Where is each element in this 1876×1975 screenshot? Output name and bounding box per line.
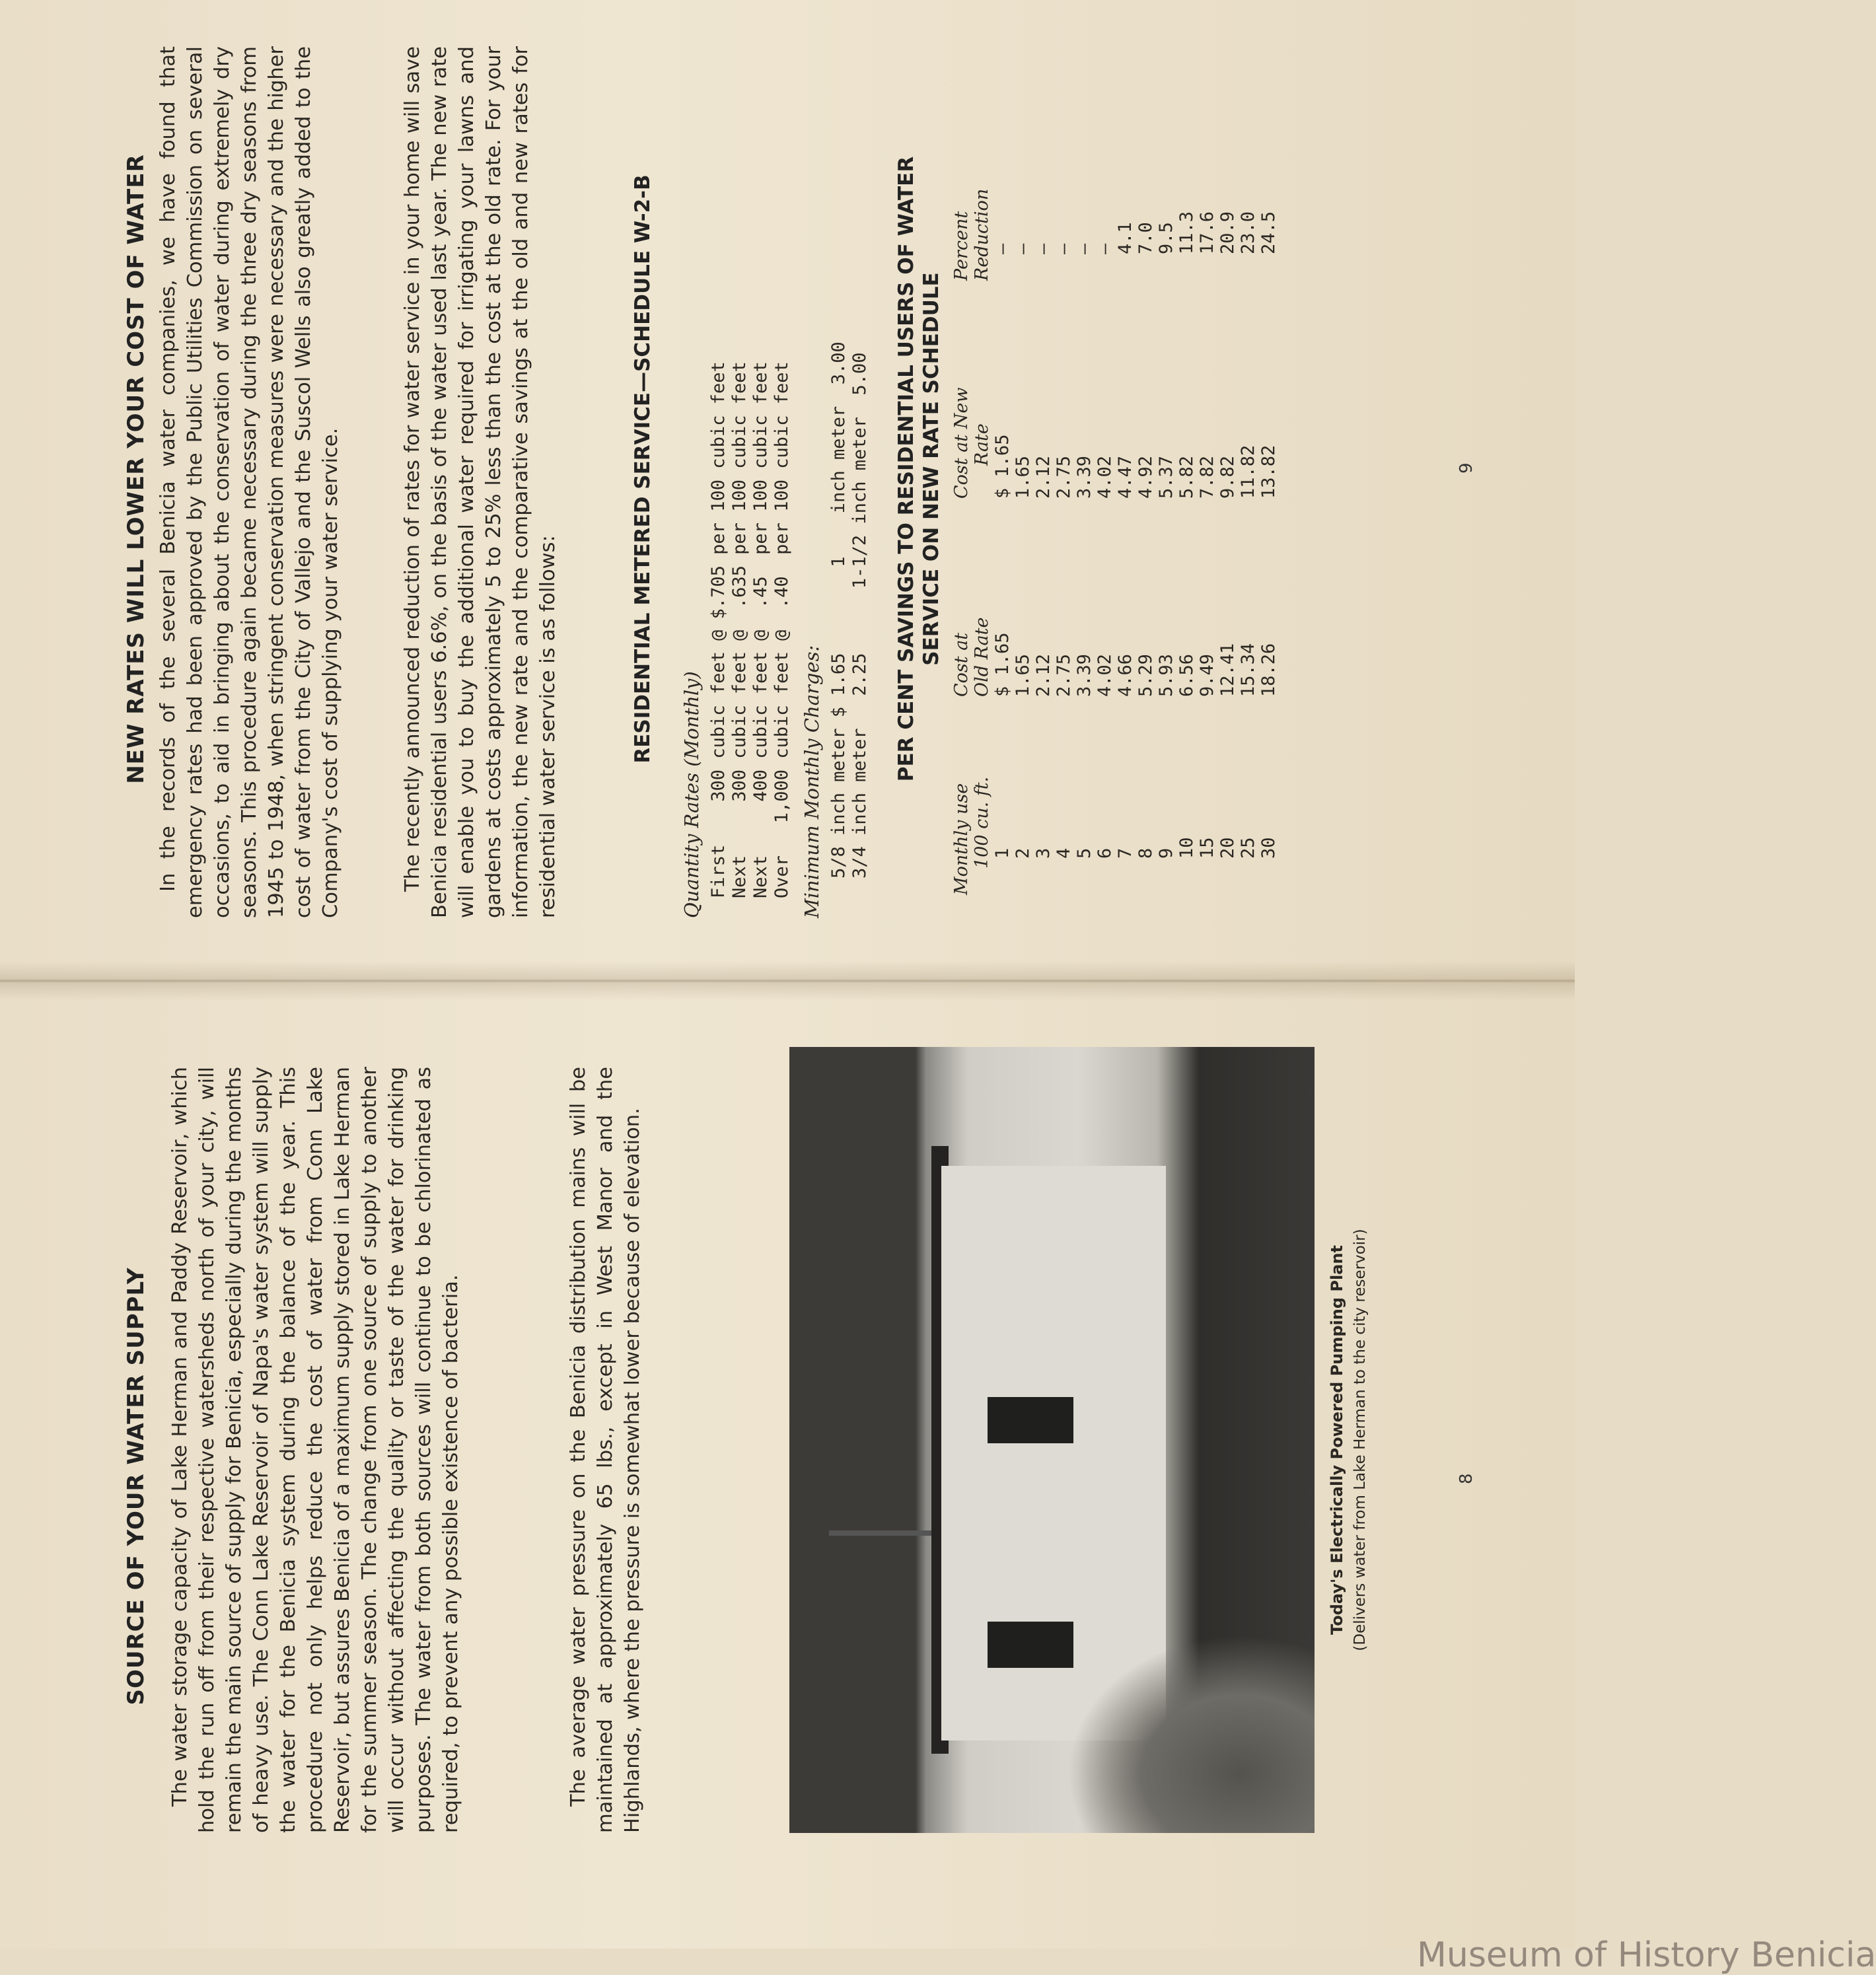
cell-old-cost: 5.93 bbox=[1156, 653, 1176, 697]
savings-table bbox=[951, 122, 1279, 895]
table-header-row bbox=[972, 122, 992, 895]
cell-new-cost: 13.82 bbox=[1258, 445, 1279, 499]
table-row bbox=[992, 122, 1013, 895]
cell-percent: 7.0 bbox=[1136, 222, 1156, 254]
cell-old-cost: 2.12 bbox=[1033, 653, 1054, 697]
cell-new-cost: 4.92 bbox=[1136, 455, 1156, 499]
table-row bbox=[1258, 122, 1279, 895]
section-title-new-rates: NEW RATES WILL LOWER YOUR COST OF WATER bbox=[123, 154, 149, 784]
table-row bbox=[1156, 122, 1176, 895]
page-number-9: 9 bbox=[1457, 462, 1476, 474]
cell-monthly-use: 30 bbox=[1258, 837, 1279, 859]
minimum-charges-label: Minimum Monthly Charges: bbox=[801, 645, 823, 918]
cell-monthly-use: 15 bbox=[1197, 837, 1217, 859]
cell-new-cost: 7.82 bbox=[1197, 455, 1217, 499]
cell-monthly-use: 7 bbox=[1115, 847, 1136, 859]
savings-title-line-2: SERVICE ON NEW RATE SCHEDULE bbox=[920, 272, 943, 666]
quantity-rate-line: First 300 cubic feet @ $.705 per 100 cubic feet bbox=[708, 361, 729, 898]
pumping-plant-photo bbox=[789, 1047, 1315, 1833]
cell-percent: 17.6 bbox=[1197, 211, 1217, 254]
cell-old-cost: $ 1.65 bbox=[992, 632, 1013, 697]
photo-caption: Today's Electrically Powered Pumping Plant bbox=[1328, 1245, 1346, 1635]
section-title-water-supply: SOURCE OF YOUR WATER SUPPLY bbox=[123, 1267, 149, 1706]
cell-old-cost: 5.29 bbox=[1136, 653, 1156, 697]
photo-subcaption: (Delivers water from Lake Herman to the city reservoir) bbox=[1352, 1229, 1369, 1651]
table-row bbox=[1054, 122, 1074, 895]
cell-new-cost: 5.37 bbox=[1156, 455, 1176, 499]
table-row bbox=[1136, 122, 1156, 895]
cell-percent: 23.0 bbox=[1238, 211, 1258, 254]
header-reduction: Reduction bbox=[972, 188, 992, 281]
cell-percent: — bbox=[992, 243, 1013, 254]
page-8 bbox=[0, 974, 1876, 1975]
table-row bbox=[1176, 122, 1197, 895]
water-supply-paragraph-2: The average water pressure on the Benicia distribution mains will be maintained at approximately 65 lbs., except in West Manor and the Highlands, where the pressure is somewhat lower because of elevation. bbox=[567, 1067, 644, 1833]
cell-old-cost: 6.56 bbox=[1176, 653, 1197, 697]
cell-old-cost: 4.66 bbox=[1115, 653, 1136, 697]
cell-new-cost: 4.47 bbox=[1115, 455, 1136, 499]
cell-percent: 11.3 bbox=[1176, 211, 1197, 254]
cell-percent: — bbox=[1095, 243, 1115, 254]
cell-monthly-use: 4 bbox=[1054, 847, 1074, 859]
cell-monthly-use: 8 bbox=[1136, 847, 1156, 859]
header-percent: Percent bbox=[951, 211, 972, 281]
header-old-rate: Old Rate bbox=[972, 617, 992, 697]
table-row bbox=[1217, 122, 1238, 895]
header-monthly-use: Monthly use bbox=[951, 783, 972, 895]
new-rates-paragraph-2: The recently announced reduction of rates for water service in your home will save Benicia residential users 6.6%, on the basis of the water used last year. The new rate will enable you to buy the additional water required for irrigating your lawns and gardens at costs approximately 5 to 25% less than the cost at the old rate. For your information, the new rate and the comparative savings at the old and new rates for residential water service is as follows: bbox=[401, 46, 559, 918]
cell-old-cost: 1.65 bbox=[1013, 653, 1033, 697]
cell-percent: 24.5 bbox=[1258, 211, 1279, 254]
savings-title-line-1: PER CENT SAVINGS TO RESIDENTIAL USERS OF WATER bbox=[894, 156, 918, 782]
cell-monthly-use: 9 bbox=[1156, 847, 1176, 859]
cell-new-cost: 4.02 bbox=[1095, 455, 1115, 499]
cell-old-cost: 18.26 bbox=[1258, 643, 1279, 697]
header-new-rate: Rate bbox=[972, 423, 992, 466]
cell-percent: 20.9 bbox=[1217, 211, 1238, 254]
header-monthly-use-unit: 100 cu. ft. bbox=[972, 776, 992, 869]
plant-window bbox=[988, 1622, 1073, 1668]
table-header-row bbox=[951, 122, 972, 895]
cell-old-cost: 15.34 bbox=[1238, 643, 1258, 697]
cell-monthly-use: 20 bbox=[1217, 837, 1238, 859]
cell-percent: 9.5 bbox=[1156, 222, 1176, 254]
quantity-rate-line: Next 400 cubic feet @ .45 per 100 cubic feet bbox=[750, 361, 771, 898]
cell-new-cost: 9.82 bbox=[1217, 455, 1238, 499]
table-row bbox=[1095, 122, 1115, 895]
table-row bbox=[1033, 122, 1054, 895]
cell-percent: — bbox=[1013, 243, 1033, 254]
quantity-rate-line: Over 1,000 cubic feet @ .40 per 100 cubic feet bbox=[772, 361, 792, 898]
museum-watermark: Museum of History Benicia bbox=[1417, 1935, 1876, 1975]
tree-branches bbox=[1067, 1635, 1315, 1833]
cell-new-cost: 5.82 bbox=[1176, 455, 1197, 499]
page-number-8: 8 bbox=[1457, 1473, 1476, 1484]
cell-percent: 4.1 bbox=[1115, 222, 1136, 254]
cell-new-cost: 3.39 bbox=[1074, 455, 1095, 499]
cell-new-cost: 2.12 bbox=[1033, 455, 1054, 499]
quantity-rate-line: Next 300 cubic feet @ .635 per 100 cubic feet bbox=[729, 361, 750, 898]
table-row bbox=[1074, 122, 1095, 895]
utility-pole bbox=[829, 1530, 948, 1536]
cell-monthly-use: 2 bbox=[1013, 847, 1033, 859]
water-supply-paragraph-1: The water storage capacity of Lake Herman and Paddy Reservoir, which hold the run off from their respective watersheds north of your city, will remain the main source of supply for Benicia, especially during the months of heavy use. The Conn Lake Reservoir of Napa's water system will supply the water for the Benicia system during the balance of the year. This procedure not only helps reduce the cost of water from Conn Lake Reservoir, but assures Benicia of a maximum supply stored in Lake Herman for the summer season. The change from one source of supply to another will occur without affecting the quality or taste of the water for drinking purposes. The water from both sources will continue to be chlorinated as required, to prevent any possible existence of bacteria. bbox=[168, 1067, 462, 1833]
table-row bbox=[1115, 122, 1136, 895]
cell-new-cost: 1.65 bbox=[1013, 455, 1033, 499]
cell-old-cost: 4.02 bbox=[1095, 653, 1115, 697]
cell-percent: — bbox=[1054, 243, 1074, 254]
cell-old-cost: 9.49 bbox=[1197, 653, 1217, 697]
cell-percent: — bbox=[1074, 243, 1095, 254]
savings-table-body bbox=[992, 122, 1279, 895]
table-row bbox=[1197, 122, 1217, 895]
schedule-title: RESIDENTIAL METERED SERVICE—SCHEDULE W-2-B bbox=[631, 174, 655, 764]
cell-monthly-use: 1 bbox=[992, 847, 1013, 859]
cell-monthly-use: 3 bbox=[1033, 847, 1054, 859]
cell-old-cost: 2.75 bbox=[1054, 653, 1074, 697]
minimum-charge-line: 3/4 inch meter 2.25 1-1/2 inch meter 5.00 bbox=[849, 352, 870, 879]
minimum-charge-line: 5/8 inch meter $ 1.65 1 inch meter 3.00 bbox=[828, 341, 849, 879]
page-9 bbox=[0, 0, 1575, 974]
cell-monthly-use: 25 bbox=[1238, 837, 1258, 859]
cell-percent: — bbox=[1033, 243, 1054, 254]
header-cost-new: Cost at New bbox=[951, 387, 972, 499]
cell-new-cost: 2.75 bbox=[1054, 455, 1074, 499]
plant-window bbox=[988, 1397, 1073, 1443]
cell-monthly-use: 10 bbox=[1176, 837, 1197, 859]
table-row bbox=[1238, 122, 1258, 895]
quantity-rates-label: Quantity Rates (Monthly) bbox=[680, 671, 703, 918]
new-rates-paragraph-1: In the records of the several Benicia water companies, we have found that emergency rates had been approved by the Public Utilities Commission on several occasions, to aid in bringing about the conservation of water during extremely dry seasons. This procedure again became necessary during the three dry seasons from 1945 to 1948, when stringent conservation measures were necessary and the higher cost of water from the City of Vallejo and the Suscol Wells also greatly added to the Company's cost of supplying your water service. bbox=[157, 46, 342, 918]
cell-old-cost: 12.41 bbox=[1217, 643, 1238, 697]
cell-old-cost: 3.39 bbox=[1074, 653, 1095, 697]
cell-monthly-use: 6 bbox=[1095, 847, 1115, 859]
table-row bbox=[1013, 122, 1033, 895]
cell-monthly-use: 5 bbox=[1074, 847, 1095, 859]
cell-new-cost: 11.82 bbox=[1238, 445, 1258, 499]
header-cost-old: Cost at bbox=[951, 632, 972, 697]
cell-new-cost: $ 1.65 bbox=[992, 434, 1013, 499]
